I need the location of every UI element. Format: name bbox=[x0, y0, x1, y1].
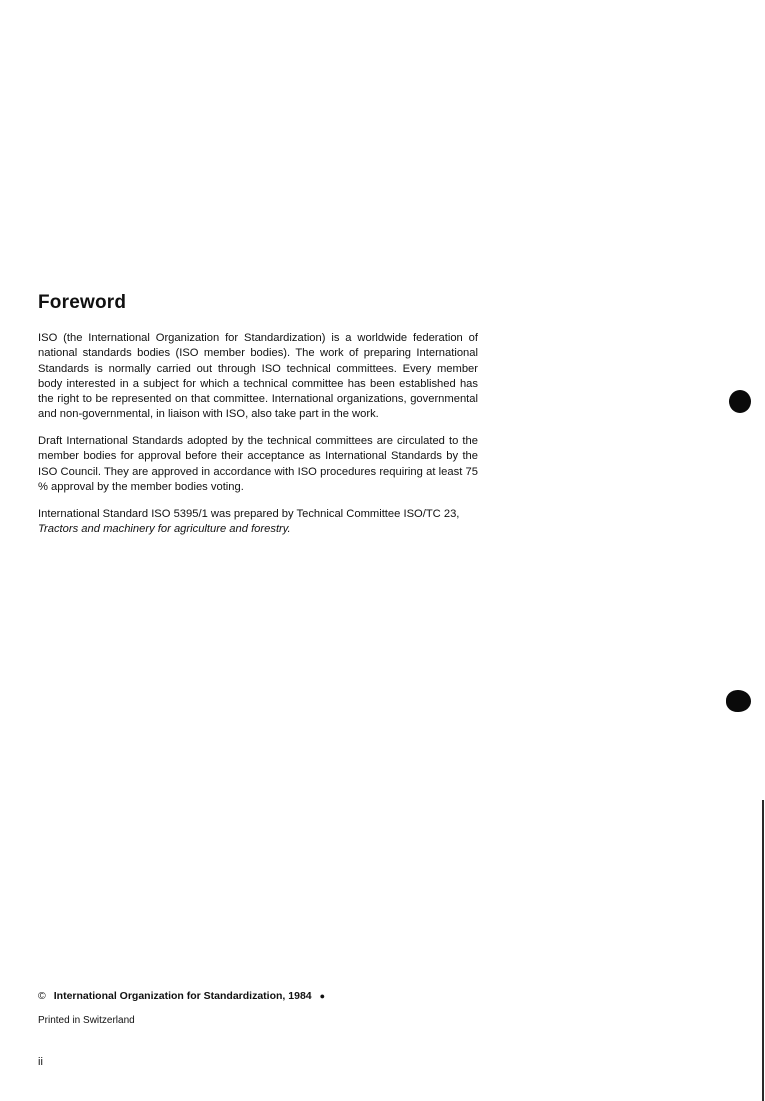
page-title: Foreword bbox=[38, 292, 127, 313]
paragraph-prepared-by bbox=[38, 507, 478, 538]
scan-edge-line bbox=[762, 800, 764, 1101]
prepared-by-text: International Standard ISO 5395/1 was prepared by Technical Committee ISO/TC 23, bbox=[38, 508, 460, 520]
printed-in: Printed in Switzerland bbox=[38, 1015, 135, 1026]
copyright-text: International Organization for Standardization, 1984 bbox=[53, 990, 312, 1002]
paragraph-iso-description: ISO (the International Organization for Standardization) is a worldwide federation of national standards bodies (ISO member bodies). The work of preparing International Standards is normally carried out through ISO technical committees. Every member body interested in a subject for which a technical committee has been established has the right to be represented on that committee. International organizations, governmental and non-governmental, in liaison with ISO, also take part in the work. bbox=[38, 332, 478, 421]
copyright-line bbox=[38, 990, 325, 1002]
punch-hole-mark-upper bbox=[729, 390, 751, 413]
copyright-icon: © bbox=[38, 990, 46, 1002]
punch-hole-mark-lower bbox=[726, 690, 751, 712]
paragraph-draft-standards: Draft International Standards adopted by the technical committees are circulated to the member bodies for approval before their acceptance as International Standards by the ISO Council. They are approved in accordance with ISO procedures requiring at least 75 % approval by the member bodies voting. bbox=[38, 435, 478, 493]
page-number: ii bbox=[38, 1056, 43, 1068]
committee-title: Tractors and machinery for agriculture and forestry. bbox=[38, 523, 291, 536]
bullet-icon: ● bbox=[319, 991, 326, 1001]
